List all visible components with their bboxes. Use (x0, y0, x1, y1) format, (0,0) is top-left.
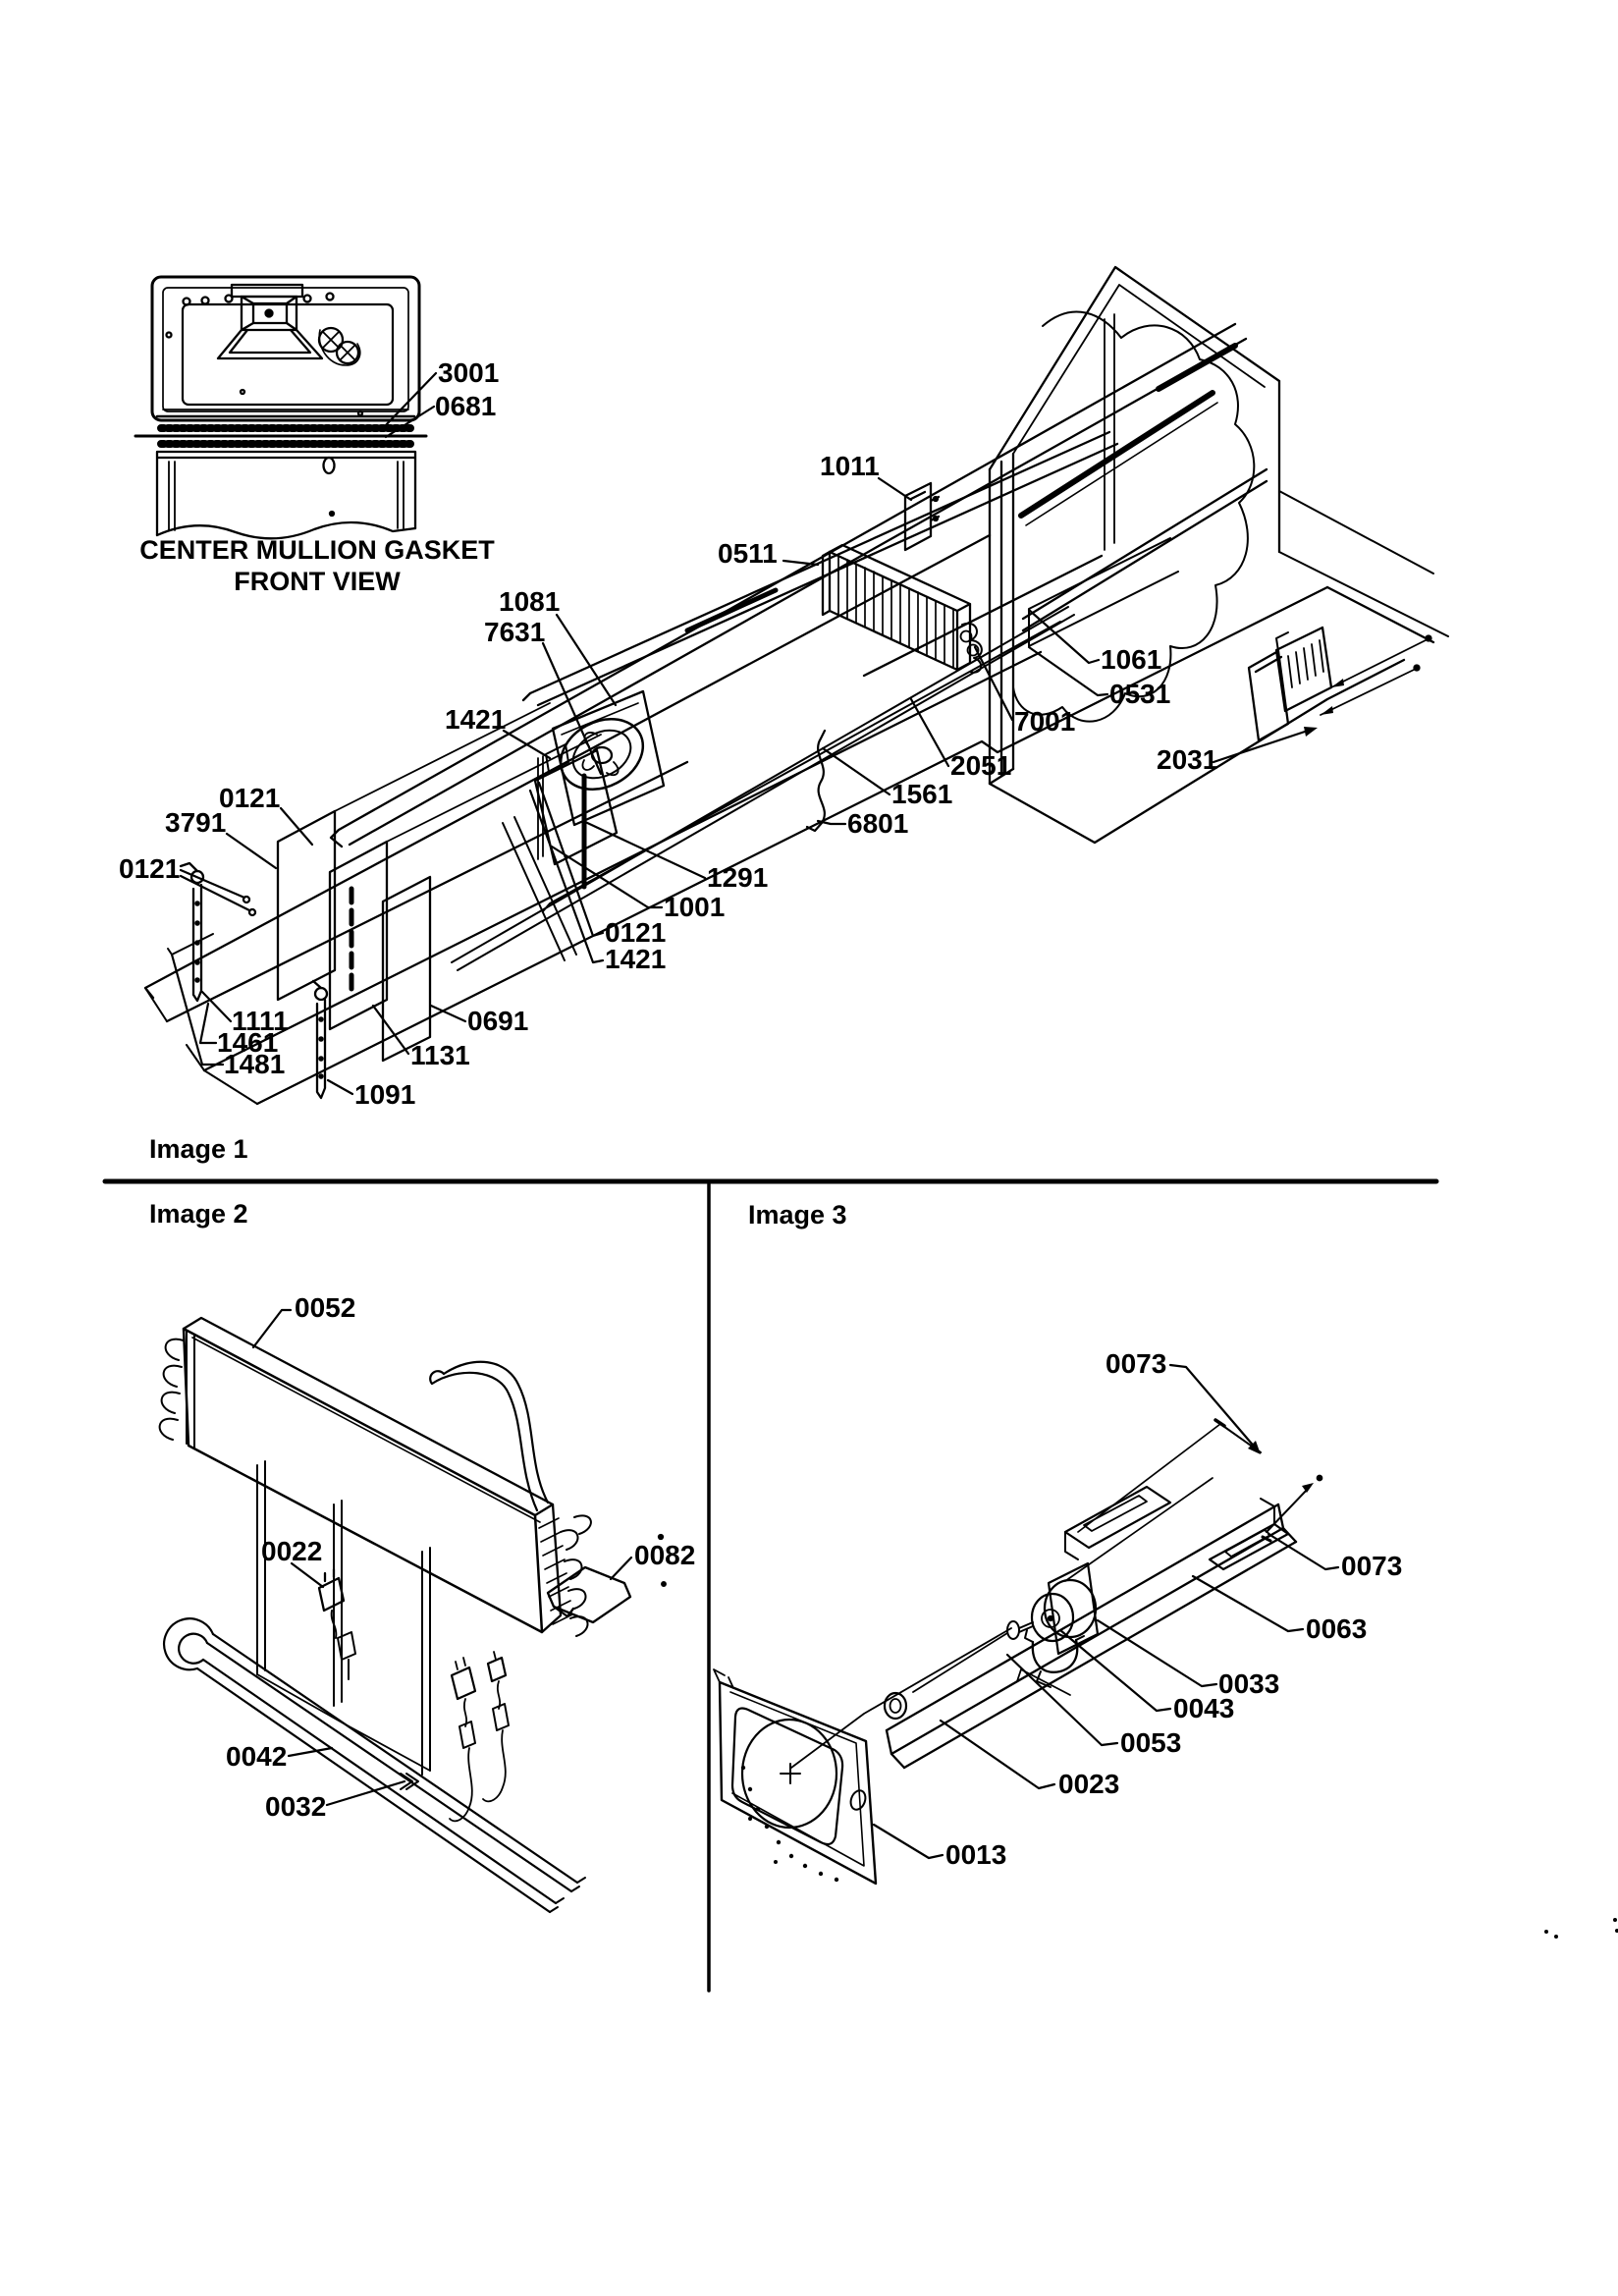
inset-mullion-gasket-drawing (135, 277, 426, 538)
section-label-image2: Image 2 (149, 1199, 248, 1229)
part-label-image1-1081: 1081 (499, 586, 561, 617)
evaporator-slab (160, 1318, 591, 1775)
center-cross-icon (781, 1764, 800, 1783)
part-label-image1-3791: 3791 (165, 807, 227, 838)
part-label-image1-0691: 0691 (467, 1006, 529, 1036)
screw-arrowhead-icon (1321, 706, 1333, 715)
image3-fan-motor-drawing (714, 1365, 1338, 1884)
part-label-image1-1111: 1111 (232, 1006, 289, 1036)
part-label-image1-3001: 3001 (438, 357, 500, 388)
defrost-thermostat (319, 1569, 355, 1679)
part-label-image3-0073: 0073 (1341, 1551, 1403, 1581)
part-label-image1-0121: 0121 (119, 853, 181, 884)
image1-exploded-drawing (145, 267, 1448, 1104)
part-label-image1-1001: 1001 (664, 892, 726, 922)
section-label-image3: Image 3 (748, 1200, 847, 1230)
part-label-image1-1421: 1421 (605, 944, 667, 974)
part-label-image2-0082: 0082 (634, 1540, 696, 1570)
wire-harness (450, 1652, 509, 1821)
part-label-image1-0681: 0681 (435, 391, 497, 421)
part-label-image1-2031: 2031 (1157, 744, 1218, 775)
part-label-image2-0052: 0052 (295, 1292, 356, 1323)
part-label-image1-1561: 1561 (891, 779, 953, 809)
scan-specks (1544, 1918, 1618, 1939)
part-label-image3-0043: 0043 (1173, 1693, 1235, 1723)
part-label-image3-0013: 0013 (945, 1839, 1007, 1870)
part-label-image3-0033: 0033 (1218, 1668, 1280, 1699)
image2-evaporator-drawing (160, 1310, 666, 1912)
part-label-image1-1291: 1291 (707, 862, 769, 893)
part-label-image1-1061: 1061 (1101, 644, 1162, 675)
part-label-image1-1421: 1421 (445, 704, 507, 735)
part-label-image1-1011: 1011 (820, 451, 880, 481)
screw-tip-icon (1302, 1483, 1314, 1493)
part-label-image1-1091: 1091 (354, 1079, 416, 1110)
inset-caption-line1: CENTER MULLION GASKET (139, 535, 495, 565)
leader-lines-image1 (172, 373, 1318, 1094)
part-label-image2-0042: 0042 (226, 1741, 288, 1772)
leader-arrowhead-icon (1304, 727, 1318, 737)
part-label-image1-7631: 7631 (484, 617, 546, 647)
part-label-image1-6801: 6801 (847, 808, 909, 839)
inset-caption-line2: FRONT VIEW (234, 567, 401, 597)
part-label-image1-0121: 0121 (605, 917, 667, 948)
icemaker (1249, 628, 1431, 740)
part-label-image1-1461: 1461 (217, 1027, 279, 1058)
mounting-screws (1215, 1420, 1321, 1541)
part-label-image2-0032: 0032 (265, 1791, 327, 1822)
base-panels (145, 535, 1433, 1104)
part-label-image3-0063: 0063 (1306, 1613, 1368, 1644)
part-label-image1-2051: 2051 (950, 750, 1012, 781)
part-label-image3-0073: 0073 (1106, 1348, 1167, 1379)
part-label-image1-7001: 7001 (1014, 706, 1076, 737)
part-label-image2-0022: 0022 (261, 1536, 323, 1566)
part-label-image1-1131: 1131 (410, 1040, 470, 1070)
inset-caption (126, 534, 509, 598)
part-label-image1-0511: 0511 (718, 538, 778, 569)
part-label-image1-1481: 1481 (224, 1049, 286, 1079)
screw-arrowhead-icon (1331, 679, 1344, 687)
part-label-image1-0531: 0531 (1109, 679, 1171, 709)
part-label-image3-0023: 0023 (1058, 1769, 1120, 1799)
part-label-image3-0053: 0053 (1120, 1727, 1182, 1758)
section-label-image1: Image 1 (149, 1134, 248, 1164)
part-label-image1-0121: 0121 (219, 783, 281, 813)
